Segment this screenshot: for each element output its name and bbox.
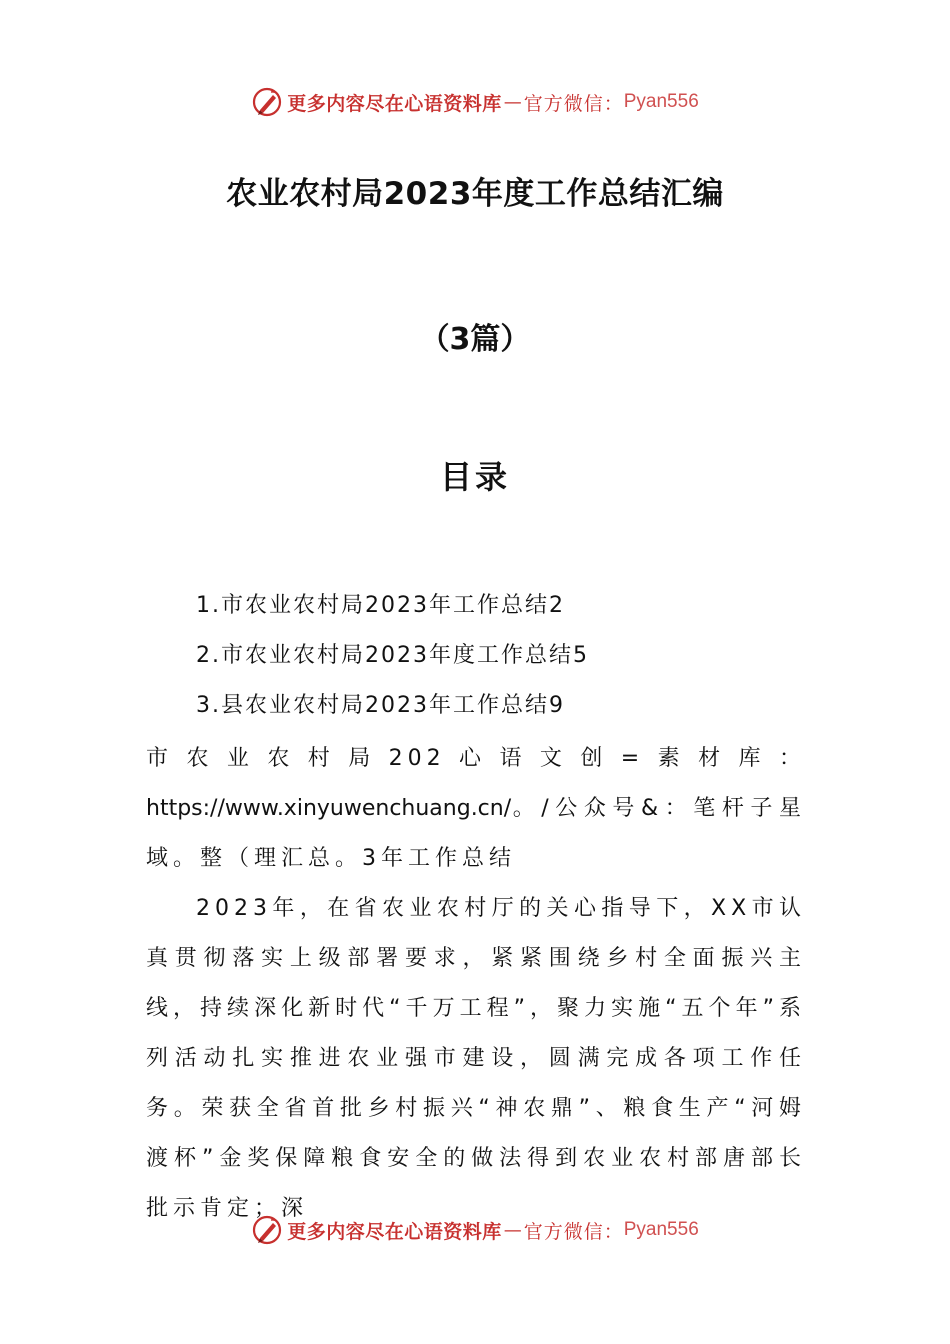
watermark-separator: — — [503, 91, 522, 113]
document-title: 农业农村局2023年度工作总结汇编 — [226, 176, 724, 212]
toc-item-2[interactable]: 2.市农业农村局2023年度工作总结5 — [196, 643, 589, 668]
watermark-separator: — — [503, 1219, 522, 1241]
document-subtitle: （3篇） — [419, 322, 531, 357]
pen-logo-icon — [251, 86, 283, 118]
intro-text-after: 。/公众号&：笔杆子星域。整（理汇总。3年工作总结 — [146, 796, 806, 871]
toc-item-1[interactable]: 1.市农业农村局2023年工作总结2 — [196, 593, 565, 618]
toc-item-3[interactable]: 3.县农业农村局2023年工作总结9 — [196, 693, 565, 718]
document-body — [146, 734, 806, 1234]
watermark-label: 官方微信： — [523, 92, 624, 115]
pen-logo-icon — [251, 1214, 283, 1246]
table-of-contents — [196, 586, 589, 736]
watermark-main-text: 更多内容尽在心语资料库 — [287, 1220, 502, 1243]
body-paragraph-1: 2023年，在省农业农村厅的关心指导下，XX市认真贯彻落实上级部署要求，紧紧围绕乡村全面振兴主线，持续深化新时代“千万工程”，聚力实施“五个年”系列活动扎实推进农业强市建设，圆满完成各项工作任务。荣获全省首批乡村振兴“神农鼎”、粮食生产“河姆渡杯”金奖保障粮食安全的做法得到农业农村部唐部长批示肯定；深 — [146, 896, 806, 1221]
watermark-label: 官方微信： — [523, 1220, 624, 1243]
watermark-header — [0, 84, 950, 120]
watermark-wechat-id: Pyan556 — [623, 91, 699, 112]
intro-text-before: 市农业农村局202心语文创=素材库： — [146, 746, 806, 771]
watermark-footer — [0, 1212, 950, 1248]
website-link[interactable]: https://www.xinyuwenchuang.cn/ — [146, 796, 512, 821]
toc-heading: 目录 — [439, 458, 510, 496]
watermark-main-text: 更多内容尽在心语资料库 — [287, 92, 502, 115]
intro-paragraph — [146, 734, 806, 884]
watermark-wechat-id: Pyan556 — [623, 1219, 699, 1240]
